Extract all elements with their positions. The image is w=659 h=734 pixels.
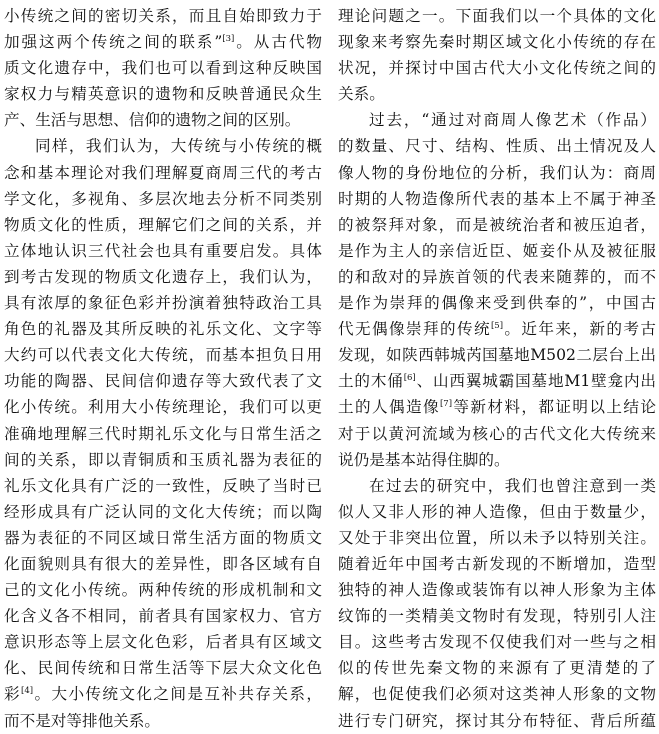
line-text: 的被祭拜对象，而是被统治者和被压迫者， bbox=[338, 215, 656, 234]
left-column bbox=[4, 3, 322, 734]
line-text: 功能的陶器、民间信仰遗存等大致代表了文 bbox=[4, 372, 322, 391]
text-line bbox=[4, 29, 322, 55]
text-line bbox=[4, 603, 322, 629]
text-line bbox=[338, 551, 656, 577]
line-text: 是作为主人的亲信近臣、姬妾仆从及被征服 bbox=[338, 241, 656, 260]
line-text: 立体地认识三代社会也具有重要启发。具体 bbox=[4, 241, 322, 260]
text-line bbox=[338, 55, 656, 81]
text-line bbox=[4, 421, 322, 447]
line-text: 礼乐文化具有广泛的一致性，反映了当时已 bbox=[4, 476, 322, 495]
text-line bbox=[4, 394, 322, 420]
line-text: 似的传世先秦文物的来源有了更清楚的了 bbox=[338, 659, 656, 678]
text-line bbox=[4, 81, 322, 107]
line-text: 化小传统。利用大小传统理论，我们可以更 bbox=[4, 398, 322, 417]
line-text: 又处于非突出位置，所以未予以特别关注。 bbox=[338, 528, 656, 547]
line-text: 代无偶像崇拜的传统 bbox=[338, 320, 491, 339]
line-text: 具有浓厚的象征色彩并扮演着独特政治工具 bbox=[4, 294, 322, 313]
line-text: 器为表征的不同区域日常生活方面的物质文 bbox=[4, 528, 322, 547]
line-text: 。从古代物 bbox=[234, 33, 322, 52]
text-line bbox=[4, 160, 322, 186]
text-line bbox=[338, 499, 656, 525]
line-text: 家权力与精英意识的遗物和反映普通民众生 bbox=[4, 85, 322, 104]
text-line bbox=[4, 708, 322, 734]
line-text: 念和基本理论对我们理解夏商周三代的考古 bbox=[4, 163, 322, 182]
text-line bbox=[338, 81, 656, 107]
text-line bbox=[338, 3, 656, 29]
line-text: 、山西翼城霸国墓地M1壁龛内出 bbox=[415, 372, 656, 391]
text-line bbox=[4, 447, 322, 473]
text-line bbox=[338, 577, 656, 603]
text-line bbox=[338, 525, 656, 551]
line-text: 同样，我们认为，大传统与小传统的概 bbox=[35, 137, 322, 156]
line-text: 准确地理解三代时期礼乐文化与日常生活之 bbox=[4, 424, 322, 443]
text-line bbox=[4, 525, 322, 551]
text-line bbox=[4, 655, 322, 681]
text-line bbox=[338, 342, 656, 368]
line-text: 土的木俑 bbox=[338, 372, 404, 391]
text-line bbox=[4, 238, 322, 264]
line-text: 而不是对等排他关系。 bbox=[4, 711, 160, 730]
line-text: 对于以黄河流域为核心的古代文化大传统来 bbox=[338, 424, 656, 443]
text-line bbox=[338, 603, 656, 629]
text-line bbox=[338, 238, 656, 264]
line-text: 化面貌则具有很大的差异性，即各区域有自 bbox=[4, 554, 322, 573]
line-text: 化含义各不相同，前者具有国家权力、官方 bbox=[4, 607, 322, 626]
text-line bbox=[338, 107, 656, 133]
text-line bbox=[338, 473, 656, 499]
text-line bbox=[4, 107, 322, 133]
line-text: 角色的礼器及其所反映的礼乐文化、文字等 bbox=[4, 320, 322, 339]
text-line bbox=[338, 212, 656, 238]
line-text: 独特的神人造像或装饰有以神人形象为主体 bbox=[338, 581, 656, 600]
text-line bbox=[338, 708, 656, 734]
line-text: 理论问题之一。下面我们以一个具体的文化 bbox=[338, 7, 656, 25]
text-line bbox=[338, 421, 656, 447]
text-line bbox=[4, 368, 322, 394]
line-text: 解，也促使我们必须对这类神人形象的文物 bbox=[338, 685, 656, 704]
line-text: 过去，“通过对商周人像艺术（作品） bbox=[369, 111, 656, 130]
text-line bbox=[4, 551, 322, 577]
line-text: 。近年来，新的考古 bbox=[503, 320, 656, 339]
line-text: 。大小传统文化之间是互补共存关系， bbox=[33, 685, 322, 704]
text-line bbox=[338, 394, 656, 420]
line-text: 小传统之间的密切关系，而且自始即致力于 bbox=[4, 7, 322, 25]
text-line bbox=[338, 133, 656, 159]
line-text: 进行专门研究，探讨其分布特征、背后所蕴 bbox=[338, 711, 656, 730]
text-line bbox=[4, 577, 322, 603]
line-text: 像人物的身份地位的分析，我们认为：商周 bbox=[338, 163, 656, 182]
line-text: 等新材料，都证明以上结论 bbox=[452, 398, 656, 417]
text-line bbox=[4, 316, 322, 342]
line-text: 似人又非人形的神人造像，但由于数量少， bbox=[338, 502, 656, 521]
text-line bbox=[338, 629, 656, 655]
line-text: 的数量、尺寸、结构、性质、出土情况及人 bbox=[338, 137, 656, 156]
text-line bbox=[4, 290, 322, 316]
line-text: 说仍是基本站得住脚的。 bbox=[338, 450, 510, 469]
citation-ref: [3] bbox=[222, 33, 235, 44]
text-line bbox=[338, 447, 656, 473]
line-text: 发现，如陕西韩城芮国墓地M502二层台上出 bbox=[338, 346, 656, 365]
text-line bbox=[338, 160, 656, 186]
line-text: 现象来考察先秦时期区域文化小传统的存在 bbox=[338, 33, 656, 52]
line-text: 目。这些考古发现不仅使我们对一些与之相 bbox=[338, 633, 656, 652]
text-line bbox=[4, 186, 322, 212]
line-text: 状况，并探讨中国古代大小文化传统之间的 bbox=[338, 59, 656, 78]
line-text: 化、民间传统和日常生活等下层大众文化色 bbox=[4, 659, 322, 678]
line-text: 关系。 bbox=[338, 85, 385, 104]
citation-ref: [6] bbox=[403, 373, 416, 384]
line-text: 物质文化的性质，理解它们之间的关系，并 bbox=[4, 215, 322, 234]
line-text: 间的关系，即以青铜质和玉质礼器为表征的 bbox=[4, 450, 322, 469]
text-line bbox=[338, 368, 656, 394]
text-line bbox=[4, 473, 322, 499]
line-text: 产、生活与思想、信仰的遗物之间的区别。 bbox=[4, 111, 301, 130]
line-text: 随着近年中国考古新发现的不断增加，造型 bbox=[338, 554, 656, 573]
text-line bbox=[4, 133, 322, 159]
line-text: 在过去的研究中，我们也曾注意到一类 bbox=[369, 476, 656, 495]
text-line bbox=[4, 264, 322, 290]
citation-ref: [4] bbox=[21, 686, 34, 697]
text-line bbox=[338, 29, 656, 55]
text-line bbox=[338, 316, 656, 342]
line-text: 质文化遗存中，我们也可以看到这种反映国 bbox=[4, 59, 322, 78]
line-text: 己的文化小传统。两种传统的形成机制和文 bbox=[4, 581, 322, 600]
text-line bbox=[4, 681, 322, 707]
citation-ref: [7] bbox=[439, 399, 453, 410]
line-text: 经形成具有广泛认同的文化大传统；而以陶 bbox=[4, 502, 322, 521]
text-line bbox=[4, 55, 322, 81]
line-text: 土的人偶造像 bbox=[338, 398, 440, 417]
line-text: 到考古发现的物质文化遗存上，我们认为， bbox=[4, 267, 322, 286]
text-line bbox=[338, 186, 656, 212]
text-line bbox=[4, 499, 322, 525]
line-text: 纹饰的一类精美文物时有发现，特别引人注 bbox=[338, 607, 656, 626]
text-line bbox=[338, 290, 656, 316]
right-column bbox=[338, 3, 656, 734]
text-line bbox=[4, 342, 322, 368]
line-text: 学文化，多视角、多层次地去分析不同类别 bbox=[4, 189, 322, 208]
line-text: 是作为崇拜的偶像来受到供奉的”，中国古 bbox=[338, 294, 656, 313]
line-text: 意识形态等上层文化色彩，后者具有区域文 bbox=[4, 633, 322, 652]
text-line bbox=[4, 629, 322, 655]
citation-ref: [5] bbox=[490, 320, 504, 331]
text-line bbox=[338, 655, 656, 681]
line-text: 彩 bbox=[4, 685, 21, 704]
line-text: 加强这两个传统之间的联系” bbox=[4, 33, 223, 52]
text-line bbox=[338, 264, 656, 290]
line-text: 时期的人物造像所代表的基本上不属于神圣 bbox=[338, 189, 656, 208]
line-text: 大约可以代表文化大传统，而基本担负日用 bbox=[4, 346, 322, 365]
text-line bbox=[4, 3, 322, 29]
text-line bbox=[338, 681, 656, 707]
text-line bbox=[4, 212, 322, 238]
line-text: 的和敌对的异族首领的代表来随葬的，而不 bbox=[338, 267, 656, 286]
